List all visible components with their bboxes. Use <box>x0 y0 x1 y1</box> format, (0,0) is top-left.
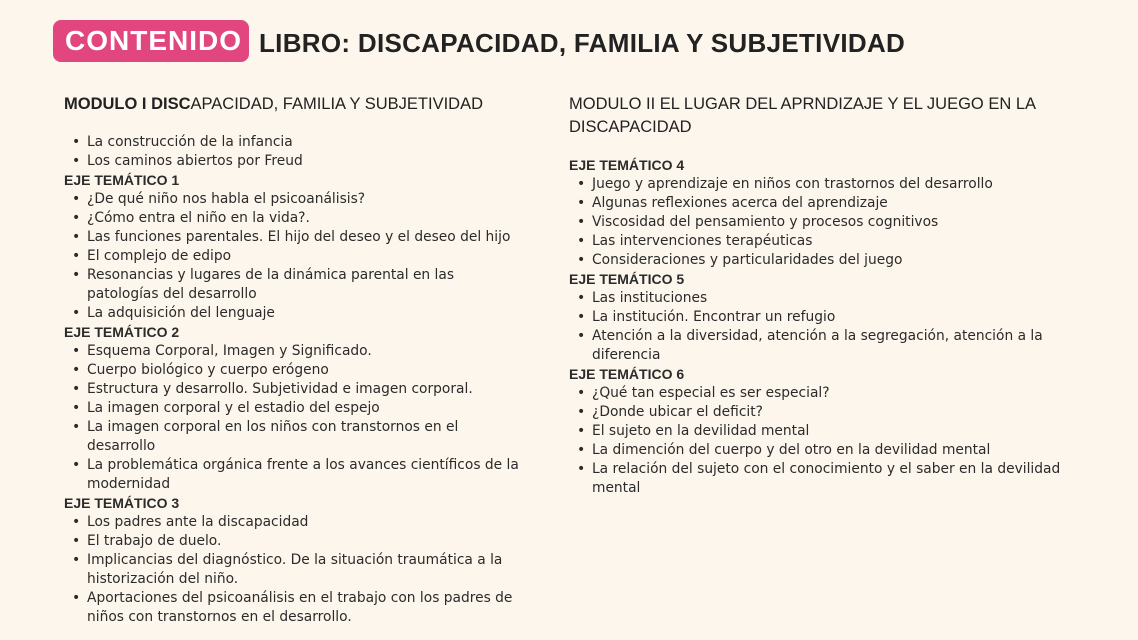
list-item: • El trabajo de duelo. <box>64 532 524 551</box>
eje-section-2 <box>64 323 524 494</box>
eje-items <box>569 175 1069 270</box>
eje-items <box>569 289 1069 365</box>
module-1-title-bold: MODULO I DISC <box>64 95 191 113</box>
module-1-title-rest: APACIDAD, FAMILIA Y SUBJETIVIDAD <box>190 95 484 113</box>
eje-items <box>569 384 1069 498</box>
eje-section-4 <box>569 156 1069 270</box>
list-item: • La adquisición del lenguaje <box>64 304 524 323</box>
list-item: • Cuerpo biológico y cuerpo erógeno <box>64 361 524 380</box>
list-item: • Implicancias del diagnóstico. De la situación traumática a la historización del niño. <box>64 551 524 589</box>
list-item: • La imagen corporal en los niños con transtornos en el desarrollo <box>64 418 524 456</box>
book-title: LIBRO: DISCAPACIDAD, FAMILIA Y SUBJETIVIDAD <box>259 27 906 58</box>
list-item: • Los caminos abiertos por Freud <box>64 152 524 171</box>
eje-title: EJE TEMÁTICO 1 <box>64 172 180 188</box>
list-item: • ¿Qué tan especial es ser especial? <box>569 384 1069 403</box>
header <box>53 20 905 62</box>
list-item: • Consideraciones y particularidades del juego <box>569 251 1069 270</box>
eje-section-1 <box>64 171 524 323</box>
list-item: • Resonancias y lugares de la dinámica parental en las patologías del desarrollo <box>64 266 524 304</box>
eje-title: EJE TEMÁTICO 5 <box>569 271 685 287</box>
module-1-title <box>64 93 524 116</box>
list-item: • El complejo de edipo <box>64 247 524 266</box>
list-item: • Viscosidad del pensamiento y procesos cognitivos <box>569 213 1069 232</box>
eje-title: EJE TEMÁTICO 2 <box>64 324 180 340</box>
list-item: • ¿De qué niño nos habla el psicoanálisis? <box>64 190 524 209</box>
list-item: • La institución. Encontrar un refugio <box>569 308 1069 327</box>
list-item: • La imagen corporal y el estadio del espejo <box>64 399 524 418</box>
list-item: • Juego y aprendizaje en niños con trastornos del desarrollo <box>569 175 1069 194</box>
list-item: • ¿Donde ubicar el deficit? <box>569 403 1069 422</box>
list-item: • Algunas reflexiones acerca del aprendizaje <box>569 194 1069 213</box>
eje-title: EJE TEMÁTICO 3 <box>64 495 180 511</box>
eje-section-6 <box>569 365 1069 498</box>
list-item: • Las instituciones <box>569 289 1069 308</box>
eje-section-3 <box>64 494 524 627</box>
module-1-column <box>64 93 524 627</box>
eje-items <box>64 342 524 494</box>
list-item: • Aportaciones del psicoanálisis en el trabajo con los padres de niños con transtornos en el desarrollo. <box>64 589 524 627</box>
eje-title: EJE TEMÁTICO 4 <box>569 157 685 173</box>
module-1-intro-list <box>64 133 524 171</box>
eje-section-5 <box>569 270 1069 365</box>
module-2-title: MODULO II EL LUGAR DEL APRNDIZAJE Y EL JUEGO EN LA DISCAPACIDAD <box>569 95 1036 136</box>
list-item: • Atención a la diversidad, atención a la segregación, atención a la diferencia <box>569 327 1069 365</box>
list-item: • La relación del sujeto con el conocimiento y el saber en la devilidad mental <box>569 460 1069 498</box>
module-2-column <box>569 93 1069 498</box>
eje-title: EJE TEMÁTICO 6 <box>569 366 685 382</box>
list-item: • Esquema Corporal, Imagen y Significado. <box>64 342 524 361</box>
list-item: • Estructura y desarrollo. Subjetividad e imagen corporal. <box>64 380 524 399</box>
list-item: • Los padres ante la discapacidad <box>64 513 524 532</box>
list-item: • La dimención del cuerpo y del otro en la devilidad mental <box>569 441 1069 460</box>
eje-items <box>64 513 524 627</box>
list-item: • La problemática orgánica frente a los avances científicos de la modernidad <box>64 456 524 494</box>
eje-items <box>64 190 524 323</box>
list-item: • Las intervenciones terapéuticas <box>569 232 1069 251</box>
list-item: • La construcción de la infancia <box>64 133 524 152</box>
list-item: • Las funciones parentales. El hijo del deseo y el deseo del hijo <box>64 228 524 247</box>
list-item: • El sujeto en la devilidad mental <box>569 422 1069 441</box>
list-item: • ¿Cómo entra el niño en la vida?. <box>64 209 524 228</box>
content-badge: CONTENIDO <box>53 20 249 62</box>
